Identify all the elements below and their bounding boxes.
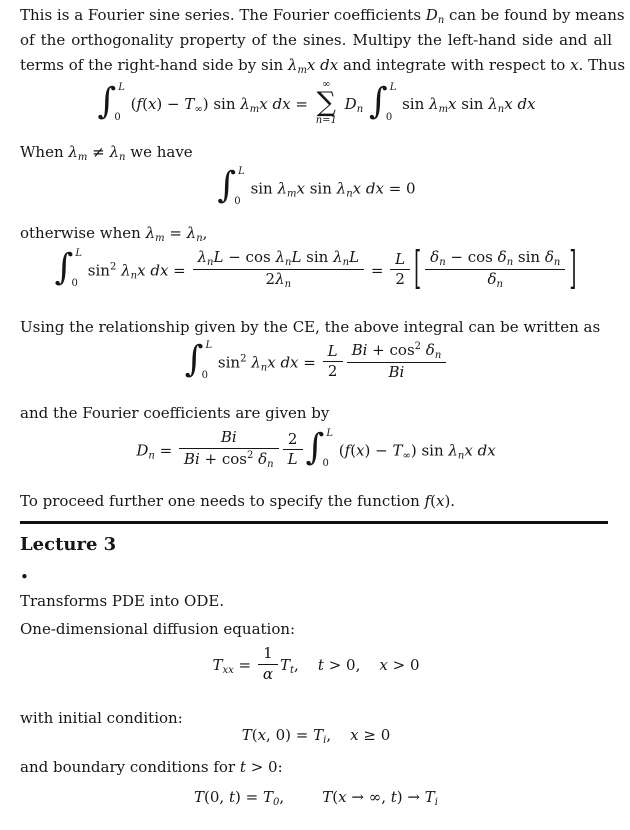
equation-norm-integral (20, 242, 612, 296)
math-text: ) → (396, 788, 425, 806)
math-text: + cos (199, 449, 247, 468)
section-divider (20, 521, 608, 524)
math-text: When (20, 143, 69, 161)
math-text: . Thus (578, 56, 626, 74)
math-text: 2 (287, 429, 298, 448)
math-var: Bi (351, 341, 368, 360)
math-text: and integrate with respect to (338, 56, 571, 74)
integral-upper-limit: L (75, 248, 83, 259)
math-text: 2 (395, 270, 405, 288)
math-text: 2 (265, 270, 276, 288)
math-var: L (349, 248, 360, 266)
fraction (323, 342, 343, 382)
math-text: sin (245, 179, 278, 198)
math-subscript: n (260, 362, 268, 374)
math-var: T (313, 726, 324, 744)
math-text: = (290, 95, 313, 113)
integral-lower-limit: 0 (234, 196, 241, 207)
integral (217, 166, 244, 209)
math-var: x (296, 179, 305, 198)
math-var: T (280, 656, 291, 674)
math-var: t (239, 758, 246, 776)
integral-limits (324, 428, 333, 471)
integral-limits (236, 166, 245, 209)
equation-diffusion (20, 646, 612, 686)
math-var: λ (275, 248, 285, 266)
math-var: x (306, 56, 316, 74)
math-subscript: n (506, 257, 514, 268)
integral-symbol: ∫ (54, 247, 74, 288)
math-var: dx (517, 95, 536, 113)
math-var: dx (150, 261, 169, 280)
math-text: = (154, 441, 177, 460)
math-var: δ (258, 449, 268, 468)
bullet-icon: • (20, 568, 29, 586)
math-var: f (424, 492, 431, 510)
math-var: λ (109, 143, 120, 161)
math-var: α (262, 664, 273, 683)
math-text: ( (350, 441, 357, 460)
math-text: ( (334, 441, 345, 460)
math-var: t (317, 656, 324, 674)
text-proceed-line (20, 489, 612, 514)
math-var: x (435, 492, 445, 510)
math-text: sin (301, 248, 334, 266)
intro-line-2 (20, 28, 612, 53)
math-text: = (164, 224, 187, 242)
math-text: ( (332, 788, 339, 806)
integral (55, 248, 82, 291)
lecture-heading: Lecture 3 (20, 534, 117, 555)
math-text: = (233, 656, 256, 674)
equation-orthogonality-zero (20, 165, 612, 211)
equation-fourier-expansion (20, 79, 612, 128)
big-bracket: ] (569, 242, 577, 296)
math-var: dx (272, 95, 291, 113)
integral-limits (203, 340, 212, 383)
math-subscript: xx (222, 665, 234, 676)
fraction (179, 428, 279, 471)
math-text: ( (430, 492, 436, 510)
integral-upper-limit: L (238, 166, 245, 177)
math-text: ( (142, 95, 148, 113)
math-var: D (425, 6, 438, 24)
math-subscript: n (207, 257, 214, 268)
fraction-numerator (179, 428, 279, 448)
math-text: = (168, 261, 191, 280)
math-subscript: n (346, 188, 353, 200)
math-text: 2 (327, 362, 338, 380)
math-subscript: m (77, 152, 88, 163)
math-var: δ (487, 270, 497, 288)
math-subscript: 0 (272, 797, 280, 808)
math-var: Bi (183, 449, 200, 468)
fraction-numerator (323, 342, 343, 362)
fraction-denominator (323, 361, 343, 382)
fraction (258, 644, 278, 684)
math-var: δ (544, 248, 554, 266)
math-var: T (424, 788, 435, 806)
math-var: λ (429, 95, 439, 113)
integral-limits (385, 81, 397, 125)
math-text: To proceed further one needs to specify the function (20, 492, 425, 510)
math-text: ≠ (87, 143, 110, 161)
math-var: L (213, 248, 224, 266)
math-text: we have (125, 143, 193, 161)
math-var: λ (197, 248, 208, 266)
math-var: δ (430, 248, 440, 266)
math-var: λ (121, 261, 131, 280)
math-var: x (448, 95, 457, 113)
math-var: T (392, 441, 403, 460)
math-var: x (147, 95, 157, 113)
fraction-numerator (258, 644, 278, 664)
math-subscript: m (438, 104, 449, 115)
fraction-numerator (347, 340, 447, 362)
math-subscript: n (284, 257, 292, 268)
equation-dn-coefficient (20, 427, 612, 473)
math-text: ) sin (410, 441, 449, 460)
similarity-bullet-line (20, 565, 612, 590)
math-text: ( (125, 95, 137, 113)
math-text: sin (456, 95, 489, 113)
big-bracket: [ (414, 242, 422, 296)
fraction-denominator (347, 362, 447, 383)
math-text: 1 (263, 644, 273, 662)
math-var: x (257, 726, 267, 744)
math-var: δ (497, 248, 507, 266)
fraction (283, 430, 303, 470)
math-var: T (262, 788, 273, 806)
math-var: D (344, 95, 357, 113)
integral-symbol: ∫ (217, 165, 237, 206)
integral-symbol: ∫ (97, 80, 117, 122)
math-var: x (259, 95, 268, 113)
math-subscript: i (434, 797, 438, 808)
math-var: λ (186, 224, 197, 242)
fraction-denominator (258, 664, 278, 685)
math-var: λ (448, 441, 458, 460)
text-when-line (20, 140, 612, 165)
math-text: = 0 (383, 179, 416, 198)
math-var: x (504, 95, 513, 113)
math-var: x (137, 261, 146, 280)
fraction (390, 250, 410, 290)
math-subscript: n (119, 152, 126, 163)
integral-lower-limit: 0 (385, 111, 393, 123)
text-using-ce-line (20, 315, 612, 340)
integral-limits (73, 248, 82, 291)
fraction-denominator (425, 269, 565, 291)
integral (369, 82, 396, 125)
math-text: ) − (156, 95, 185, 113)
math-var: T (241, 726, 252, 744)
text-coefficients-line (20, 401, 612, 426)
math-var: L (287, 450, 298, 468)
math-subscript: n (553, 257, 561, 268)
fraction (425, 248, 565, 291)
math-text: otherwise when (20, 224, 146, 242)
math-var: x (338, 788, 347, 806)
math-var: δ (425, 341, 435, 360)
math-subscript: n (342, 257, 350, 268)
text-diffusion-line (20, 617, 612, 642)
math-text: sin (83, 261, 110, 280)
math-var: T (194, 788, 205, 806)
math-text: = (366, 261, 389, 280)
math-var: λ (287, 56, 298, 74)
math-text: (0, (204, 788, 229, 806)
math-subscript: n (434, 350, 442, 362)
math-text: terms of the right-hand side by sin (20, 56, 288, 74)
math-text: → ∞, (346, 788, 391, 806)
math-var: t (390, 788, 397, 806)
text-transforms-line (20, 589, 612, 614)
math-var: λ (277, 179, 288, 198)
math-subscript: n (439, 257, 446, 268)
integral-upper-limit: L (326, 428, 333, 439)
math-subscript: n (356, 104, 364, 115)
fraction-numerator (283, 430, 303, 450)
fraction (347, 340, 447, 383)
math-text: = (298, 353, 321, 372)
integral-limits (116, 82, 125, 125)
integral-upper-limit: L (205, 340, 213, 351)
math-var: x (570, 56, 579, 74)
math-text: of the orthogonality property of the sines. Multipy the left-hand side and all (20, 31, 612, 49)
summation (316, 80, 337, 126)
integral-symbol: ∫ (184, 339, 204, 380)
math-var: dx (365, 179, 384, 198)
integral-lower-limit: 0 (322, 458, 329, 469)
math-text: ( (251, 726, 258, 744)
math-text: ) − (364, 441, 393, 460)
math-subscript: t (290, 665, 295, 676)
math-text: and the Fourier coefficients are given by (20, 404, 330, 422)
math-var: T (184, 95, 195, 113)
math-var: x (350, 726, 359, 744)
integral (306, 428, 333, 471)
math-text: ) sin (202, 95, 241, 113)
math-subscript: m (155, 233, 165, 244)
math-text: > 0: (245, 758, 283, 776)
math-var: Bi (388, 363, 405, 382)
math-subscript: i (323, 735, 327, 746)
math-text: and boundary conditions for (20, 758, 240, 776)
integral (185, 340, 212, 383)
math-subscript: n (148, 450, 155, 462)
math-text: − cos (223, 248, 276, 266)
math-var: L (327, 341, 338, 360)
math-subscript: n (457, 450, 465, 462)
math-subscript: n (437, 15, 445, 26)
math-subscript: n (284, 279, 292, 290)
math-text: , (279, 788, 323, 806)
math-subscript: n (496, 279, 503, 290)
math-var: L (395, 249, 406, 268)
fraction-numerator (425, 248, 565, 269)
math-subscript: m (287, 188, 297, 200)
math-text: This is a Fourier sine series. The Fourier coefficients (20, 6, 426, 24)
math-var: x (352, 179, 362, 198)
math-superscript: 2 (109, 261, 117, 273)
intro-line-1 (20, 3, 625, 28)
math-var: T (322, 788, 333, 806)
integral-symbol: ∫ (368, 80, 388, 122)
math-text: , (326, 726, 351, 744)
summation-symbol: ∑ (316, 87, 336, 118)
math-var: λ (68, 143, 78, 161)
math-text: sin (213, 353, 241, 372)
math-subscript: n (196, 233, 203, 244)
integral-upper-limit: L (118, 81, 125, 93)
math-text: ≥ 0 (358, 726, 391, 744)
integral-symbol: ∫ (305, 427, 325, 468)
intro-line-3 (20, 53, 626, 78)
math-text: ). (444, 492, 456, 510)
math-var: dx (477, 441, 496, 460)
math-var: T (212, 656, 223, 674)
summation-lower-limit: n=1 (315, 115, 337, 126)
integral (97, 82, 124, 125)
math-var: λ (251, 353, 261, 372)
math-text: , 0) = (266, 726, 314, 744)
math-text: with initial condition: (20, 709, 183, 727)
math-text: − cos (445, 248, 498, 266)
math-superscript: 2 (414, 341, 422, 353)
math-var: Bi (220, 428, 237, 447)
text-boundary-conditions-line (20, 755, 612, 780)
math-var: λ (275, 270, 285, 288)
math-var: dx (280, 353, 299, 372)
fraction-numerator (390, 250, 410, 270)
math-superscript: 2 (240, 353, 247, 365)
math-var: D (136, 441, 149, 460)
fraction-denominator (390, 269, 410, 290)
math-var: λ (488, 95, 498, 113)
text-otherwise-line (20, 221, 612, 246)
math-superscript: 2 (246, 449, 254, 461)
integral-upper-limit: L (389, 81, 397, 93)
math-text: + cos (367, 341, 415, 360)
math-var: L (291, 248, 302, 266)
integral-lower-limit: 0 (114, 111, 121, 123)
equation-norm-biot (20, 339, 612, 385)
math-subscript: ∞ (194, 104, 203, 115)
math-subscript: n (130, 270, 138, 282)
fraction-denominator (283, 449, 303, 470)
math-var: λ (333, 248, 343, 266)
math-var: x (379, 656, 388, 674)
math-var: x (464, 441, 473, 460)
math-var: λ (336, 179, 347, 198)
math-subscript: n (497, 104, 505, 115)
fraction (193, 248, 365, 291)
math-text: sin (513, 248, 545, 266)
integral-lower-limit: 0 (71, 278, 78, 289)
math-subscript: ∞ (402, 450, 411, 462)
math-text: , (294, 656, 318, 674)
fraction-denominator (193, 269, 365, 291)
math-text (363, 95, 368, 113)
math-subscript: m (249, 104, 260, 115)
equation-initial-condition (20, 726, 612, 746)
math-text: , (202, 224, 208, 242)
math-subscript: m (297, 65, 307, 76)
integral-lower-limit: 0 (201, 370, 208, 381)
fraction-denominator (179, 448, 279, 471)
math-text: sin (304, 179, 337, 198)
math-text: can be found by means (444, 6, 625, 24)
math-var: f (136, 95, 143, 113)
math-text: sin (397, 95, 430, 113)
math-var: x (267, 353, 276, 372)
math-var: dx (320, 56, 339, 74)
math-var: x (356, 441, 365, 460)
math-var: t (228, 788, 235, 806)
math-text: > 0, (323, 656, 380, 674)
fraction-numerator (193, 248, 365, 269)
summation-upper-limit: ∞ (322, 79, 331, 90)
math-text: ) = (235, 788, 263, 806)
math-text: Transforms PDE into ODE. (20, 592, 225, 610)
math-text: Using the relationship given by the CE, the above integral can be written as (20, 318, 601, 336)
math-subscript: n (267, 458, 274, 470)
math-text: > 0 (387, 656, 420, 674)
math-var: λ (240, 95, 250, 113)
equation-boundary-conditions (20, 788, 612, 808)
math-text: One-dimensional diffusion equation: (20, 620, 296, 638)
math-var: λ (145, 224, 156, 242)
math-var: f (344, 441, 351, 460)
